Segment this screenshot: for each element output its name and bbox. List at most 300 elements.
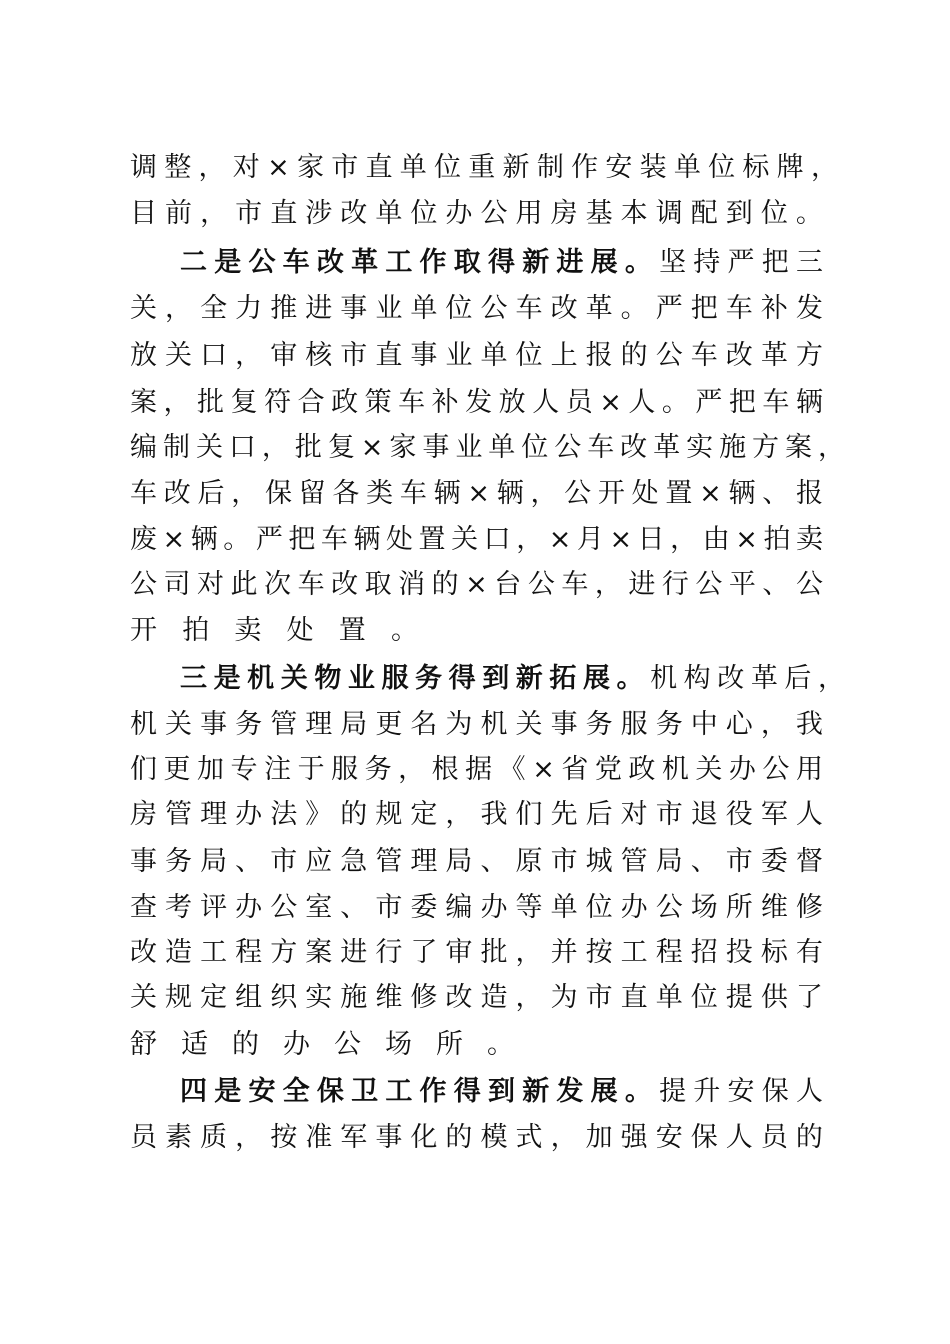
text-char: 行 [661, 569, 689, 600]
text-char: 程 [235, 937, 263, 968]
text-char: 符 [264, 387, 292, 418]
text-char: 新 [515, 663, 543, 694]
text-char: 开 [130, 615, 157, 646]
text-char: 化 [410, 1122, 438, 1153]
text-char: 模 [480, 1122, 508, 1153]
text-char: 批 [197, 387, 225, 418]
text-char: 管 [620, 846, 648, 877]
text-char: 单 [673, 152, 701, 183]
text-char: 改 [331, 569, 359, 600]
text-char: 军 [760, 799, 788, 830]
text-char: ， [235, 340, 263, 371]
text-char: × [360, 432, 384, 463]
text-char: 革 [653, 432, 681, 463]
text-char: 辆 [795, 387, 823, 418]
text-char: ， [817, 432, 845, 463]
text-line [0, 333, 950, 379]
text-char: 定 [200, 982, 228, 1013]
text-char: 车 [282, 247, 310, 278]
text-char: 是 [213, 663, 241, 694]
text-char: 服 [381, 663, 409, 694]
text-line-content [130, 380, 823, 426]
text-char: 舒 [130, 1029, 157, 1060]
text-char: 消 [398, 569, 426, 600]
text-char: 人 [628, 387, 656, 418]
text-char: 报 [585, 340, 613, 371]
text-char: 调 [655, 198, 683, 229]
text-char: 造 [480, 982, 508, 1013]
text-char: 直 [365, 152, 393, 183]
text-char: 房 [130, 799, 157, 830]
text-char: 口 [200, 340, 228, 371]
text-char: 关 [130, 982, 157, 1013]
text-char: 务 [165, 846, 193, 877]
text-char: 办 [728, 754, 756, 785]
text-char: 。 [795, 198, 823, 229]
text-char: 市 [375, 892, 403, 923]
text-char: 改 [725, 340, 753, 371]
text-char: 人 [725, 1122, 753, 1153]
text-char: 关 [130, 293, 157, 324]
text-char: 装 [639, 152, 667, 183]
text-char: 先 [550, 799, 578, 830]
text-char: 人 [795, 1076, 823, 1107]
text-char: 用 [515, 198, 543, 229]
text-char: 公 [695, 569, 723, 600]
text-char: 保 [690, 1122, 718, 1153]
text-char: 根 [431, 754, 459, 785]
text-char: 了 [795, 982, 823, 1013]
text-char: 到 [725, 198, 753, 229]
text-line-content [180, 1069, 823, 1115]
text-line [0, 145, 950, 191]
text-char: 并 [550, 937, 578, 968]
text-line [0, 191, 950, 237]
text-char: 单 [375, 198, 403, 229]
text-char: 等 [515, 892, 543, 923]
text-char: 直 [620, 982, 648, 1013]
text-char: 台 [494, 569, 522, 600]
text-char: 车 [587, 432, 615, 463]
text-char: 的 [232, 1029, 259, 1060]
text-char: 进 [340, 937, 368, 968]
text-char: 作 [419, 247, 447, 278]
text-char: 车 [762, 387, 790, 418]
text-char: 业 [445, 340, 473, 371]
text-char: 此 [230, 569, 258, 600]
text-line [0, 885, 950, 931]
text-char: 定 [410, 799, 438, 830]
text-line-content [130, 425, 845, 471]
text-char: 升 [693, 1076, 721, 1107]
text-char: 是 [214, 1076, 242, 1107]
text-char: × [465, 569, 488, 600]
text-char: 们 [515, 799, 543, 830]
text-char: 单 [488, 432, 516, 463]
text-line [0, 930, 950, 976]
text-line-content [130, 333, 823, 379]
text-char: 改 [550, 293, 578, 324]
text-char: 发 [465, 387, 493, 418]
text-char: 查 [130, 892, 157, 923]
text-char: 理 [200, 799, 228, 830]
text-char: 党 [594, 754, 622, 785]
text-char: 办 [620, 892, 648, 923]
text-char: 新 [502, 152, 530, 183]
text-char: 位 [708, 152, 736, 183]
text-char: 业 [375, 293, 403, 324]
text-char: 把 [728, 387, 756, 418]
text-char: 把 [690, 293, 718, 324]
text-char: 车 [399, 478, 427, 509]
text-char: 保 [264, 478, 292, 509]
text-char: 考 [165, 892, 193, 923]
text-char: 加 [585, 1122, 613, 1153]
text-char: ， [670, 524, 698, 555]
text-char: × [699, 478, 722, 509]
text-char: 案 [130, 387, 157, 418]
text-char: 员 [130, 1122, 157, 1153]
text-char: 办 [480, 892, 508, 923]
text-char: 机 [650, 663, 678, 694]
text-line-content [130, 839, 823, 885]
text-char: 、 [235, 846, 263, 877]
text-char: 场 [690, 892, 718, 923]
text-char: 编 [445, 892, 473, 923]
text-char: 作 [419, 1076, 447, 1107]
text-char: 口 [228, 432, 256, 463]
text-char: 新 [522, 1076, 550, 1107]
text-char: 辆 [433, 478, 461, 509]
text-char: 月 [576, 524, 604, 555]
text-char: 理 [410, 846, 438, 877]
text-char: 车 [398, 387, 426, 418]
text-line [0, 702, 950, 748]
text-char: × [735, 524, 758, 555]
text-char: 审 [270, 340, 298, 371]
text-char: 展 [590, 1076, 618, 1107]
text-char: 安 [605, 152, 633, 183]
text-char: 。 [624, 1076, 652, 1107]
text-char: 保 [316, 1076, 344, 1107]
text-char: 于 [297, 754, 325, 785]
text-char: 单 [480, 340, 508, 371]
text-char: 车 [297, 569, 325, 600]
text-char: ， [760, 709, 788, 740]
text-char: 。 [620, 293, 648, 324]
text-char: × [467, 478, 490, 509]
text-char: 、 [480, 846, 508, 877]
text-char: 市 [331, 152, 359, 183]
text-line [0, 1022, 950, 1068]
text-char: 公 [564, 478, 592, 509]
text-char: 坚 [659, 247, 687, 278]
text-char: 置 [338, 615, 366, 646]
text-char: 机 [480, 709, 508, 740]
text-char: 公 [130, 569, 157, 600]
text-char: 务 [655, 709, 683, 740]
text-char: 公 [655, 892, 683, 923]
text-line-content [180, 656, 845, 702]
text-char: 把 [288, 524, 316, 555]
text-line-content [130, 792, 823, 838]
text-char: 四 [180, 1076, 207, 1107]
text-char: ， [165, 293, 193, 324]
text-line-content [130, 517, 823, 563]
text-char: 位 [690, 982, 718, 1013]
text-char: 调 [130, 152, 157, 183]
text-line [0, 839, 950, 885]
text-char: 展 [582, 663, 610, 694]
text-char: 制 [162, 432, 190, 463]
text-char: 得 [453, 1076, 481, 1107]
text-line-content [130, 562, 823, 608]
text-char: 招 [690, 937, 718, 968]
text-char: 市 [235, 198, 263, 229]
text-char: 据 [465, 754, 493, 785]
text-char: 机 [247, 663, 275, 694]
text-char: 三 [795, 247, 823, 278]
text-char: 放 [498, 387, 526, 418]
text-char: 事 [375, 1122, 403, 1153]
text-char: 废 [130, 524, 157, 555]
text-char: 了 [410, 937, 438, 968]
text-char: 位 [585, 892, 613, 923]
text-char: 。 [223, 524, 251, 555]
text-char: 置 [665, 478, 693, 509]
text-char: 》 [305, 799, 333, 830]
text-char: 把 [761, 247, 789, 278]
text-char: 施 [719, 432, 747, 463]
text-char: 所 [725, 892, 753, 923]
text-char: 物 [314, 663, 342, 694]
text-char: 市 [270, 846, 298, 877]
text-char: 由 [702, 524, 730, 555]
text-char: 进 [628, 569, 656, 600]
text-char: 革 [750, 663, 778, 694]
text-char: 二 [180, 247, 207, 278]
text-char: 持 [693, 247, 721, 278]
text-char: 按 [585, 937, 613, 968]
text-char: 开 [597, 478, 625, 509]
text-char: 管 [165, 799, 193, 830]
text-char: 本 [620, 198, 648, 229]
text-char: 关 [165, 340, 193, 371]
text-char: 关 [165, 709, 193, 740]
text-char: 核 [305, 340, 333, 371]
text-char: 家 [296, 152, 324, 183]
text-char: 人 [795, 799, 823, 830]
text-char: 省 [561, 754, 589, 785]
text-char: 三 [180, 663, 207, 694]
text-char: 的 [431, 569, 459, 600]
text-line [0, 471, 950, 517]
text-char: 发 [556, 1076, 584, 1107]
text-char: 辆 [728, 478, 756, 509]
text-char: 急 [340, 846, 368, 877]
text-char: 报 [795, 478, 823, 509]
text-char: 机 [130, 709, 157, 740]
text-char: 原 [515, 846, 543, 877]
text-char: 处 [386, 524, 413, 555]
text-char: 涉 [305, 198, 333, 229]
text-char: 政 [331, 387, 359, 418]
text-line [0, 1069, 950, 1115]
text-char: 机 [661, 754, 689, 785]
text-char: 全 [200, 293, 228, 324]
text-char: 、 [762, 478, 790, 509]
text-char: 关 [451, 524, 479, 555]
text-char: 的 [620, 340, 648, 371]
text-char: 更 [375, 709, 403, 740]
text-char: 推 [270, 293, 298, 324]
text-char: 对 [620, 799, 648, 830]
text-char: 素 [165, 1122, 193, 1153]
text-char: 置 [418, 524, 446, 555]
text-char: 中 [690, 709, 718, 740]
text-char: 施 [340, 982, 368, 1013]
text-char: ， [550, 1122, 578, 1153]
text-char: 更 [163, 754, 191, 785]
text-char: 公 [795, 569, 823, 600]
text-char: 规 [165, 982, 193, 1013]
text-char: 管 [375, 846, 403, 877]
text-char: 。 [390, 615, 418, 646]
text-char: × [548, 524, 572, 555]
text-char: 造 [165, 937, 193, 968]
text-char: 后 [197, 478, 225, 509]
text-char: 适 [181, 1029, 208, 1060]
text-char: 关 [515, 709, 543, 740]
text-char: 力 [235, 293, 263, 324]
text-char: ， [515, 982, 543, 1013]
text-line [0, 792, 950, 838]
text-line [0, 425, 950, 471]
text-line-content [130, 471, 823, 517]
text-char: 务 [415, 663, 443, 694]
text-char: 重 [468, 152, 496, 183]
text-char: 位 [434, 152, 462, 183]
text-line-content [130, 885, 823, 931]
text-char: ， [516, 524, 544, 555]
text-char: 放 [130, 340, 157, 371]
text-char: ， [594, 569, 622, 600]
text-line-content [130, 191, 823, 237]
text-char: 办 [235, 799, 263, 830]
text-char: 法 [270, 799, 298, 830]
text-char: 车 [515, 293, 543, 324]
text-char: 严 [255, 524, 283, 555]
text-char: 军 [340, 1122, 368, 1153]
text-char: 方 [795, 340, 823, 371]
text-char: 革 [585, 293, 613, 324]
text-char: × [267, 152, 290, 183]
text-char: ， [398, 754, 426, 785]
text-char: 公 [270, 892, 298, 923]
text-char: ， [530, 478, 558, 509]
text-char: 标 [760, 937, 788, 968]
text-char: 是 [214, 247, 242, 278]
text-char: 场 [385, 1029, 412, 1060]
text-char: ， [515, 937, 543, 968]
text-char: 业 [455, 432, 483, 463]
text-char: 策 [364, 387, 392, 418]
text-char: 卫 [351, 1076, 379, 1107]
text-char: 公 [527, 569, 555, 600]
text-char: 办 [283, 1029, 310, 1060]
text-char: 口 [483, 524, 511, 555]
text-char: 心 [725, 709, 753, 740]
text-char: 上 [550, 340, 578, 371]
text-char: 辆 [353, 524, 381, 555]
text-char: 安 [248, 1076, 276, 1107]
text-char: 案 [305, 937, 333, 968]
text-char: 司 [163, 569, 191, 600]
text-char: 进 [556, 247, 584, 278]
text-char: 构 [683, 663, 711, 694]
text-char: 务 [364, 754, 392, 785]
text-char: 市 [725, 846, 753, 877]
text-char: 局 [200, 846, 228, 877]
text-char: 所 [436, 1029, 463, 1060]
text-char: ， [261, 432, 289, 463]
text-char: 市 [340, 340, 368, 371]
text-char: 次 [264, 569, 292, 600]
text-char: × [532, 754, 555, 785]
text-char: 规 [375, 799, 403, 830]
text-line-content [130, 930, 823, 976]
text-char: 对 [197, 569, 225, 600]
text-char: ， [200, 198, 228, 229]
text-char: 务 [585, 709, 613, 740]
text-char: 公 [480, 293, 508, 324]
text-char: 役 [725, 799, 753, 830]
text-char: 位 [445, 293, 473, 324]
text-char: 得 [487, 247, 515, 278]
text-char: 务 [235, 709, 263, 740]
text-line-content [130, 747, 823, 793]
text-char: 提 [725, 982, 753, 1013]
text-char: 对 [232, 152, 260, 183]
text-char: 公 [248, 247, 276, 278]
text-char: 安 [727, 1076, 755, 1107]
text-char: 的 [795, 1122, 823, 1153]
text-char: 修 [410, 982, 438, 1013]
text-char: 改 [445, 982, 473, 1013]
text-char: 准 [305, 1122, 333, 1153]
text-char: 位 [760, 198, 788, 229]
text-char: 实 [305, 982, 333, 1013]
text-char: 我 [795, 709, 823, 740]
text-char: 。 [487, 1029, 514, 1060]
text-char: 人 [532, 387, 560, 418]
text-char: 工 [200, 937, 228, 968]
text-line [0, 1115, 950, 1161]
text-char: ， [817, 663, 845, 694]
text-char: 平 [728, 569, 756, 600]
text-char: 局 [340, 709, 368, 740]
text-char: 直 [270, 198, 298, 229]
text-char: 得 [448, 663, 476, 694]
text-line-content [130, 145, 838, 191]
text-char: 取 [364, 569, 392, 600]
text-char: 市 [655, 799, 683, 830]
text-char: 管 [270, 709, 298, 740]
text-char: 市 [585, 982, 613, 1013]
text-char: 名 [410, 709, 438, 740]
text-char: 单 [655, 982, 683, 1013]
text-line [0, 608, 950, 654]
